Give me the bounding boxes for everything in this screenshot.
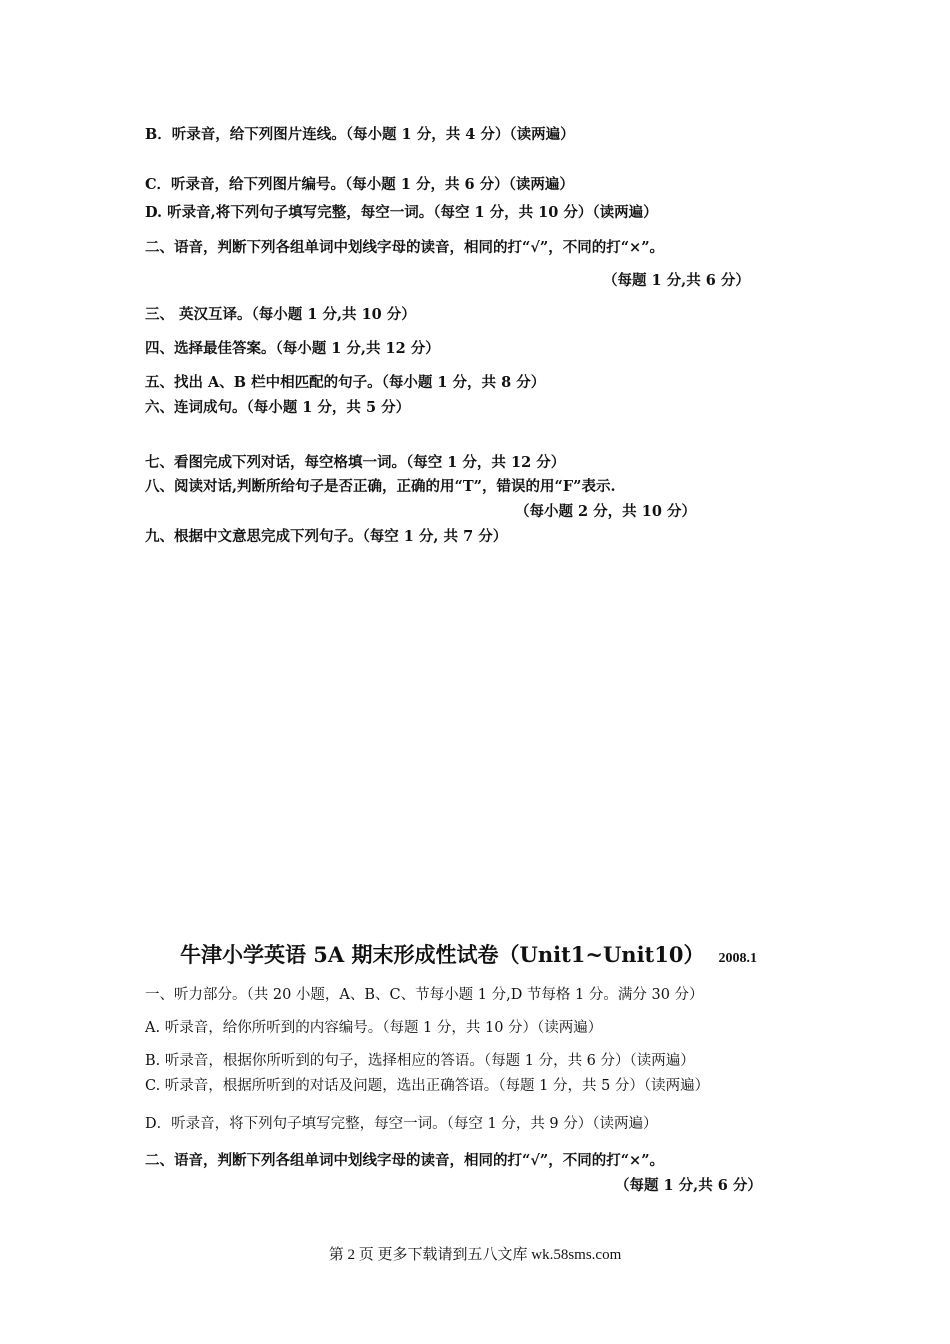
section-8-score-note: （每小题 2 分，共 10 分） (515, 503, 696, 520)
section-3-translation: 三、 英汉互译。（每小题 1 分,共 10 分） (145, 306, 416, 323)
section-4-choice: 四、选择最佳答案。（每小题 1 分,共 12 分） (145, 340, 440, 357)
exam-title (180, 944, 757, 966)
section-2-phonetics: 二、语音，判断下列各组单词中划线字母的读音，相同的打“√”，不同的打“×”。 (145, 239, 665, 256)
section-2-score-note: （每题 1 分,共 6 分） (603, 272, 750, 289)
section-5-match: 五、找出 A、B 栏中相匹配的句子。（每小题 1 分，共 8 分） (145, 374, 546, 391)
part-1-a: A. 听录音，给你所听到的内容编号。（每题 1 分，共 10 分）（读两遍） (145, 1020, 603, 1036)
section-9-completion: 九、根据中文意思完成下列句子。（每空 1 分, 共 7 分） (145, 528, 508, 545)
section-c-listening-number: C．听录音，给下列图片编号。（每小题 1 分，共 6 分）（读两遍） (145, 176, 574, 193)
section-b-listening-match: B．听录音，给下列图片连线。（每小题 1 分，共 4 分）（读两遍） (145, 126, 575, 143)
part-1-listening: 一、听力部分。（共 20 小题，A、B、C、节每小题 1 分,D 节每格 1 分。满分 30 分） (145, 987, 704, 1003)
exam-date: 2008.1 (718, 951, 757, 966)
section-7-dialogue: 七、看图完成下列对话，每空格填一词。（每空 1 分，共 12 分） (145, 454, 566, 471)
page-footer: 第 2 页 更多下载请到五八文库 wk.58sms.com (328, 1247, 622, 1263)
part-2-phonetics: 二、语音，判断下列各组单词中划线字母的读音，相同的打“√”，不同的打“×”。 (145, 1152, 665, 1169)
part-1-c: C. 听录音，根据所听到的对话及问题，选出正确答语。（每题 1 分，共 5 分）（读两遍） (145, 1078, 710, 1094)
part-1-d: D．听录音，将下列句子填写完整，每空一词。（每空 1 分，共 9 分）（读两遍） (145, 1116, 658, 1132)
section-8-reading: 八、阅读对话,判断所给句子是否正确，正确的用“T”，错误的用“F”表示. (145, 478, 616, 495)
part-1-b: B. 听录音，根据你所听到的句子，选择相应的答语。（每题 1 分，共 6 分）（读两遍） (145, 1053, 695, 1069)
part-2-score-note: （每题 1 分,共 6 分） (615, 1177, 762, 1194)
exam-title-text: 牛津小学英语 5A 期末形成性试卷（Unit1~Unit10） (180, 942, 705, 967)
section-6-sentence: 六、连词成句。（每小题 1 分，共 5 分） (145, 399, 411, 416)
section-d-listening-fill: D. 听录音,将下列句子填写完整，每空一词。（每空 1 分，共 10 分）（读两遍） (145, 204, 658, 221)
